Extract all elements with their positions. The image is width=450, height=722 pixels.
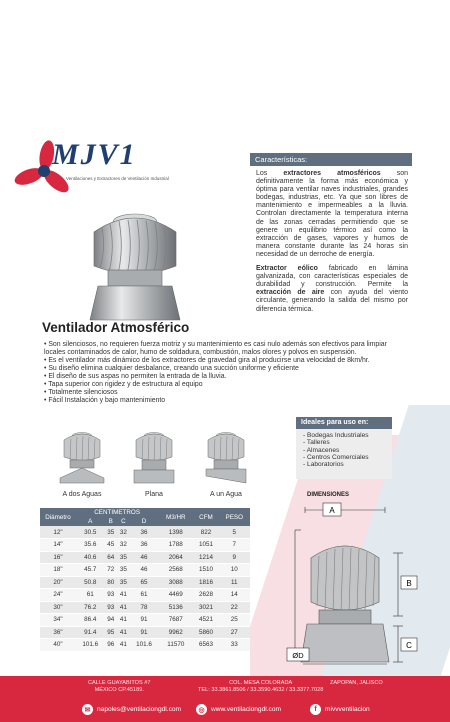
table-cell: 46 xyxy=(130,551,159,564)
variant-plana xyxy=(122,430,186,498)
table-cell: 2064 xyxy=(158,551,193,564)
facebook-icon: f xyxy=(310,704,321,715)
header-m3hr: M3/HR xyxy=(158,508,193,526)
table-cell: 12" xyxy=(40,526,76,539)
header-c: C xyxy=(117,517,130,526)
table-cell: 32 xyxy=(117,526,130,539)
address-block-2: COL. MESA COLORADA TEL: 33.3861.8506 / 33.3590.4632 / 33.3377.7028 xyxy=(198,680,324,693)
brand-logo xyxy=(14,136,169,206)
table-cell: 40.6 xyxy=(76,551,104,564)
header-a: A xyxy=(76,517,104,526)
table-cell: 35.6 xyxy=(76,539,104,552)
address-block-3: ZAPOPAN, JALISCO xyxy=(330,680,383,686)
table-row xyxy=(40,576,250,589)
bullet-item: • Totalmente silenciosos xyxy=(44,389,118,396)
table-cell: 1398 xyxy=(158,526,193,539)
ventilator-hero-image xyxy=(80,208,190,324)
web-contact[interactable] xyxy=(196,704,281,715)
table-cell: 35 xyxy=(104,526,117,539)
ventilator-flat-icon xyxy=(128,430,180,484)
table-cell: 41 xyxy=(117,589,130,602)
table-cell: 30.5 xyxy=(76,526,104,539)
facebook-link[interactable]: mivvventilacion xyxy=(325,706,370,713)
table-cell: 1051 xyxy=(193,539,218,552)
table-cell: 96 xyxy=(104,639,117,652)
table-cell: 22 xyxy=(219,601,250,614)
table-cell: 32 xyxy=(117,539,130,552)
uses-list xyxy=(296,429,392,471)
table-cell: 35 xyxy=(117,551,130,564)
table-cell: 95 xyxy=(104,626,117,639)
product-title: Ventilador Atmosférico xyxy=(42,320,190,335)
table-cell: 4469 xyxy=(158,589,193,602)
table-row xyxy=(40,551,250,564)
use-item: - Laboratorios xyxy=(303,461,344,469)
table-cell: 93 xyxy=(104,589,117,602)
table-cell: 91 xyxy=(130,614,159,627)
table-cell: 35 xyxy=(117,576,130,589)
header-peso: PESO xyxy=(219,508,250,526)
table-cell: 61 xyxy=(130,589,159,602)
table-cell: 1816 xyxy=(193,576,218,589)
table-cell: 91.4 xyxy=(76,626,104,639)
ventilator-two-slope-icon xyxy=(56,430,108,484)
table-cell: 30" xyxy=(40,601,76,614)
table-cell: 11 xyxy=(219,576,250,589)
table-cell: 9 xyxy=(219,551,250,564)
dimension-label-a: A xyxy=(329,506,335,515)
table-cell: 101.6 xyxy=(130,639,159,652)
use-item: - Talleres xyxy=(303,439,330,447)
table-cell: 1788 xyxy=(158,539,193,552)
table-cell: 16" xyxy=(40,551,76,564)
brand-slogan: Ventilaciones y Extractores de Ventilación Industrial xyxy=(66,176,169,181)
dimension-label-c: C xyxy=(406,641,412,650)
bullet-item: • El diseño de sus aspas no permiten la entrada de la lluvia. xyxy=(44,373,227,380)
table-cell: 1510 xyxy=(193,564,218,577)
product-bullets xyxy=(44,341,406,405)
table-cell: 41 xyxy=(117,639,130,652)
table-cell: 5136 xyxy=(158,601,193,614)
table-cell: 41 xyxy=(117,626,130,639)
brand-name: MJV1 xyxy=(52,138,137,171)
header-b: B xyxy=(104,517,117,526)
features-paragraph-1: Los extractores atmosféricos son definitivamente la forma más económica y óptima para ventilar naves industriales, grandes bodegas, industrias, etc. Ya que son libres de mantenimiento e impermeables a la lluvia. Controlan directamente la temperatura interna de las zonas cerradas permitiendo que se genere un equilibrio térmico así como la extracción de gases, vapores y humos de manera constante durante las 24 horas sin necesidad de un derroche de energía. xyxy=(256,170,409,258)
header-d: D xyxy=(130,517,159,526)
table-row xyxy=(40,539,250,552)
web-link[interactable]: www.ventilaciongdl.com xyxy=(211,706,281,713)
table-cell: 822 xyxy=(193,526,218,539)
table-cell: 72 xyxy=(104,564,117,577)
facebook-contact[interactable] xyxy=(310,704,370,715)
bullet-item: • Fácil Instalación y bajo mantenimiento xyxy=(44,397,166,404)
table-cell: 3021 xyxy=(193,601,218,614)
table-cell: 24" xyxy=(40,589,76,602)
table-cell: 14 xyxy=(219,589,250,602)
dimension-label-b: B xyxy=(406,579,412,588)
table-cell: 1214 xyxy=(193,551,218,564)
table-cell: 36 xyxy=(130,539,159,552)
table-cell: 41 xyxy=(117,614,130,627)
table-cell: 20" xyxy=(40,576,76,589)
table-row xyxy=(40,564,250,577)
features-paragraph-2: Extractor eólico fabricado en lámina galvanizada, con características especiales de durabilidad y construcción. Permite la extracción de aire con ayuda del viento circulante, generando la salida del mismo por diferencia térmica. xyxy=(256,265,408,313)
email-icon: ✉ xyxy=(82,704,93,715)
ventilator-variants xyxy=(50,430,280,500)
table-cell: 3088 xyxy=(158,576,193,589)
features-text xyxy=(256,170,408,320)
table-cell: 40" xyxy=(40,639,76,652)
table-cell: 86.4 xyxy=(76,614,104,627)
uses-box xyxy=(296,417,392,479)
table-cell: 93 xyxy=(104,601,117,614)
uses-heading: Ideales para uso en: xyxy=(296,417,392,429)
table-cell: 41 xyxy=(117,601,130,614)
ventilator-single-slope-icon xyxy=(200,430,252,484)
table-cell: 7 xyxy=(219,539,250,552)
bullet-item: • Su diseño elimina cualquier desbalance, creando una succión uniforme y eficiente xyxy=(44,365,299,372)
dimensions-title: DIMENSIONES xyxy=(307,492,350,498)
table-cell: 45.7 xyxy=(76,564,104,577)
table-cell: 65 xyxy=(130,576,159,589)
table-cell: 91 xyxy=(130,626,159,639)
table-cell: 2568 xyxy=(158,564,193,577)
address-block-1: CALLE GUAYABITOS #7 MÉXICO CP.45189. xyxy=(88,680,151,693)
table-row xyxy=(40,614,250,627)
header-centimetros: CENTIMETROS xyxy=(76,508,158,517)
specifications-table xyxy=(40,508,250,652)
table-row xyxy=(40,589,250,602)
table-cell: 5 xyxy=(219,526,250,539)
bullet-item: • Son silenciosos, no requieren fuerza motriz y su mantenimiento es casi nulo además son efectivos para limpiar locales contaminados de calor, humo de soldadura, combustión, malos olores y polvos en suspensión. xyxy=(44,341,387,356)
table-cell: 6563 xyxy=(193,639,218,652)
table-cell: 46 xyxy=(130,564,159,577)
table-cell: 61 xyxy=(76,589,104,602)
table-cell: 78 xyxy=(130,601,159,614)
features-heading: Características: xyxy=(250,153,412,166)
use-item: - Bodegas Industriales xyxy=(303,432,369,439)
footer xyxy=(0,676,450,722)
table-row xyxy=(40,526,250,539)
table-cell: 80 xyxy=(104,576,117,589)
email-contact[interactable] xyxy=(82,704,181,715)
table-cell: 25 xyxy=(219,614,250,627)
globe-icon: ◎ xyxy=(196,704,207,715)
table-cell: 94 xyxy=(104,614,117,627)
variant-caption: A un Agua xyxy=(210,491,242,498)
table-cell: 36 xyxy=(130,526,159,539)
table-cell: 5860 xyxy=(193,626,218,639)
header-cfm: CFM xyxy=(193,508,218,526)
table-cell: 76.2 xyxy=(76,601,104,614)
table-cell: 34" xyxy=(40,614,76,627)
table-cell: 45 xyxy=(104,539,117,552)
email-link[interactable]: napoles@ventilaciongdl.com xyxy=(97,706,182,713)
table-cell: 35 xyxy=(117,564,130,577)
table-cell: 9962 xyxy=(158,626,193,639)
dimension-label-d: ØD xyxy=(292,651,304,660)
table-cell: 2628 xyxy=(193,589,218,602)
table-row xyxy=(40,639,250,652)
bullet-item: • Es el ventilador más dinámico de los extractores de gravedad gira al producirse una velocidad de 8km/hr. xyxy=(44,357,370,364)
use-item: - Centros Comerciales xyxy=(303,453,369,461)
table-cell: 64 xyxy=(104,551,117,564)
header-diametro: Diámetro xyxy=(40,508,76,526)
table-cell: 7687 xyxy=(158,614,193,627)
table-cell: 50.8 xyxy=(76,576,104,589)
specifications-table-body xyxy=(40,526,250,651)
table-cell: 18" xyxy=(40,564,76,577)
table-row xyxy=(40,601,250,614)
table-cell: 11570 xyxy=(158,639,193,652)
dimensions-diagram xyxy=(285,498,425,670)
table-cell: 33 xyxy=(219,639,250,652)
table-cell: 101.6 xyxy=(76,639,104,652)
table-cell: 14" xyxy=(40,539,76,552)
variant-caption: Plana xyxy=(145,491,163,498)
use-item: - Almacenes xyxy=(303,446,340,454)
variant-un-agua xyxy=(194,430,258,498)
table-cell: 4521 xyxy=(193,614,218,627)
table-cell: 10 xyxy=(219,564,250,577)
table-row xyxy=(40,626,250,639)
table-cell: 27 xyxy=(219,626,250,639)
bullet-item: • Tapa superior con rigidez y de estructura al equipo xyxy=(44,381,203,388)
variant-caption: A dos Aguas xyxy=(62,491,102,498)
table-cell: 36" xyxy=(40,626,76,639)
variant-dos-aguas xyxy=(50,430,114,498)
